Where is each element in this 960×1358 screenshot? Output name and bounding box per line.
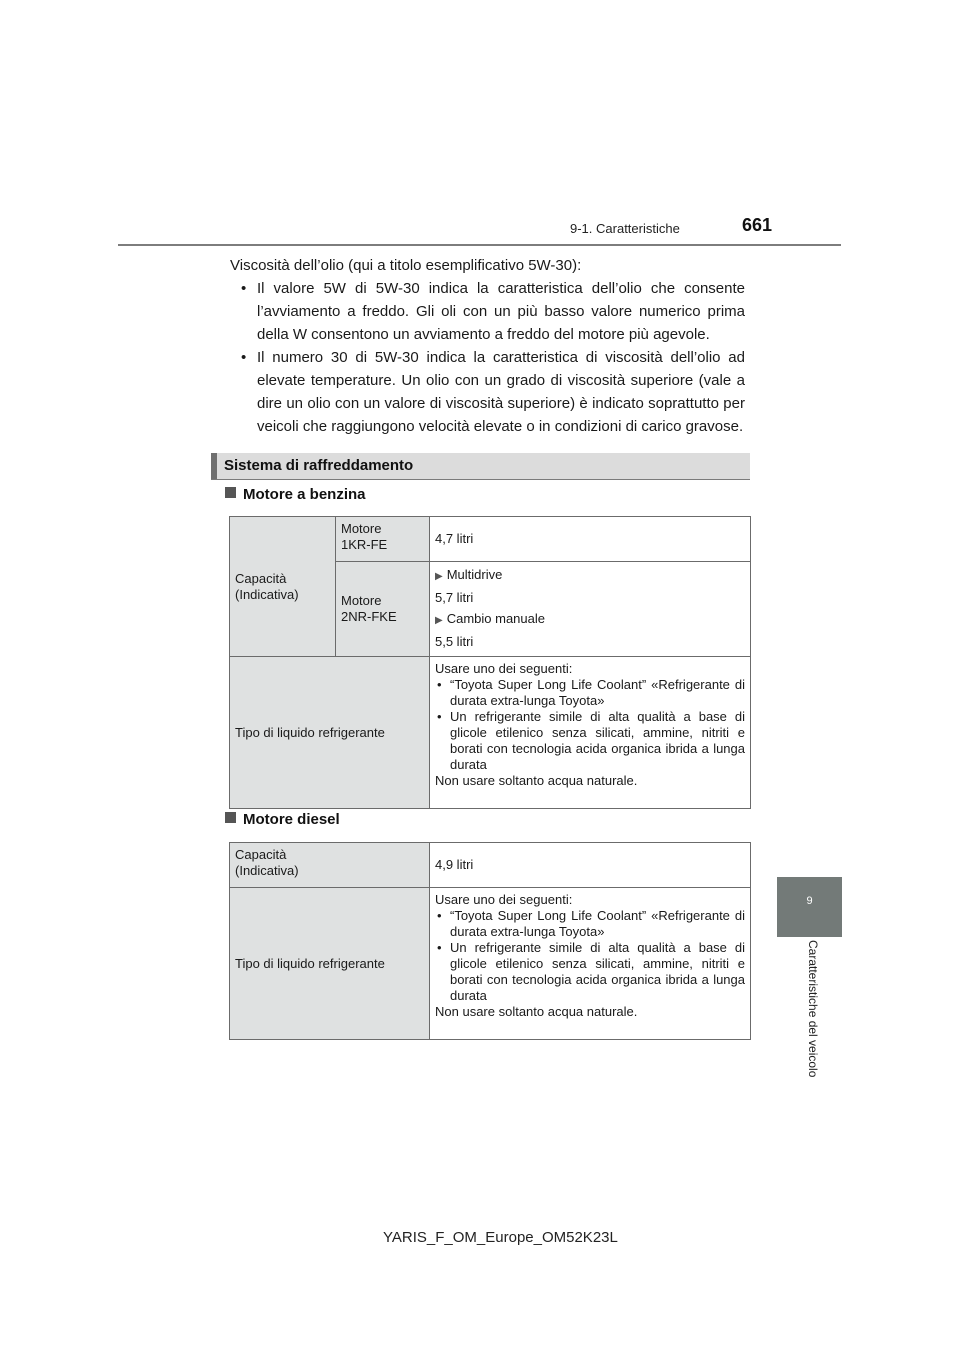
table-row	[230, 517, 751, 562]
list-item: • “Toyota Super Long Life Coolant” «Refrigerante di durata extra-lunga Toyota»	[435, 908, 745, 940]
square-bullet-icon	[225, 812, 236, 823]
table-row	[230, 888, 751, 1040]
bullet-item: • Il numero 30 di 5W-30 indica la caratteristica di viscosità dell’olio ad elevate temperature. Un olio con un grado di viscosità superiore (vale a dire un olio con un valore di viscosità superiore) è indicato soprattutto per veicoli che raggiungono velocità elevate o in condizioni di carico gravose.	[230, 346, 745, 438]
list-item: • “Toyota Super Long Life Coolant” «Refrigerante di durata extra-lunga Toyota»	[435, 677, 745, 709]
multidrive-item: ▶ Multidrive	[435, 567, 503, 582]
chapter-title: Caratteristiche del veicolo	[806, 940, 820, 1078]
table-row	[230, 843, 751, 888]
capacity-value-cell: 4,9 litri	[430, 843, 751, 888]
section-title: Sistema di raffreddamento	[224, 457, 414, 474]
chapter-number: 9	[806, 895, 813, 907]
multidrive-value: 5,7 litri	[435, 590, 474, 605]
viscosity-lead: Viscosità dell’olio (qui a titolo esemplificativo 5W-30):	[230, 257, 582, 274]
diesel-heading	[225, 811, 340, 828]
capacity-label-cell: Capacità (Indicativa)	[230, 517, 336, 657]
manual-value: 5,5 litri	[435, 634, 474, 649]
diesel-heading-text: Motore diesel	[243, 811, 340, 828]
header-divider	[118, 244, 841, 246]
coolant-options	[435, 908, 745, 1004]
coolant-note: Non usare soltanto acqua naturale.	[435, 1004, 638, 1019]
engine2-value-cell	[430, 562, 751, 657]
coolant-label-cell: Tipo di liquido refrigerante	[230, 888, 430, 1040]
engine2-label-cell: Motore 2NR-FKE	[336, 562, 430, 657]
engine1-label-cell: Motore 1KR-FE	[336, 517, 430, 562]
section-header	[211, 453, 750, 480]
page-number: 661	[742, 215, 773, 235]
engine1-value-cell: 4,7 litri	[430, 517, 751, 562]
viscosity-bullets	[230, 277, 745, 438]
viscosity-explanation	[230, 254, 745, 438]
document-code: YARIS_F_OM_Europe_OM52K23L	[383, 1229, 618, 1246]
coolant-value-cell	[430, 888, 751, 1040]
coolant-intro: Usare uno dei seguenti:	[435, 892, 573, 907]
coolant-options	[435, 677, 745, 773]
coolant-intro: Usare uno dei seguenti:	[435, 661, 573, 676]
square-bullet-icon	[225, 487, 236, 498]
bullet-item: • Il valore 5W di 5W-30 indica la caratteristica dell’olio che consente l’avviamento a freddo. Gli oli con un più basso valore numerico prima della W consentono un avviamento a freddo del motore più agevole.	[230, 277, 745, 346]
coolant-label-cell: Tipo di liquido refrigerante	[230, 657, 430, 809]
triangle-right-icon: ▶	[435, 615, 443, 626]
manual-item: ▶ Cambio manuale	[435, 611, 545, 626]
diesel-coolant-table	[229, 842, 751, 1040]
petrol-coolant-table	[229, 516, 751, 809]
coolant-value-cell	[430, 657, 751, 809]
section-breadcrumb: 9-1. Caratteristiche	[570, 221, 680, 236]
capacity-label-cell: Capacità (Indicativa)	[230, 843, 430, 888]
coolant-note: Non usare soltanto acqua naturale.	[435, 773, 638, 788]
chapter-tab	[777, 877, 842, 937]
petrol-heading	[225, 486, 366, 503]
triangle-right-icon: ▶	[435, 571, 443, 582]
table-row	[230, 657, 751, 809]
petrol-heading-text: Motore a benzina	[243, 486, 366, 503]
section-marker	[211, 453, 217, 479]
list-item: • Un refrigerante simile di alta qualità a base di glicole etilenico senza silicati, ammine, nitriti e borati con tecnologia acida organica ibrida a lunga durata	[435, 940, 745, 1004]
list-item: • Un refrigerante simile di alta qualità a base di glicole etilenico senza silicati, ammine, nitriti e borati con tecnologia acida organica ibrida a lunga durata	[435, 709, 745, 773]
